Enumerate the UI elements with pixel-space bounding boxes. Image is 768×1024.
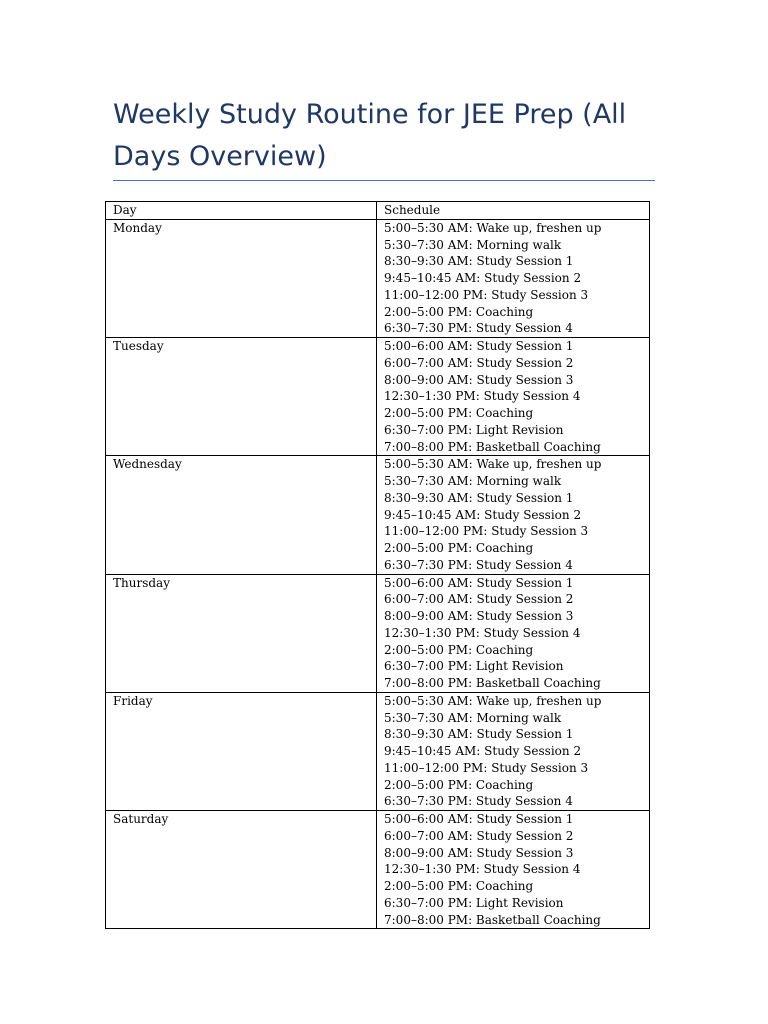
- table-row: [106, 811, 650, 929]
- schedule-cell: [377, 811, 650, 929]
- schedule-entry: 9:45–10:45 AM: Study Session 2: [384, 744, 582, 758]
- schedule-cell: [377, 692, 650, 810]
- schedule-entry: 12:30–1:30 PM: Study Session 4: [384, 389, 581, 404]
- schedule-entry: 8:30–9:30 AM: Study Session 1: [384, 727, 574, 742]
- schedule-entry: 8:00–9:00 AM: Study Session 3: [384, 609, 574, 623]
- table-row: [106, 219, 650, 337]
- schedule-entry: 6:00–7:00 AM: Study Session 2: [384, 355, 574, 370]
- day-cell: Tuesday: [106, 338, 377, 456]
- schedule-entry: 8:30–9:30 AM: Study Session 1: [384, 254, 574, 269]
- schedule-entry: 8:00–9:00 AM: Study Session 3: [384, 372, 574, 387]
- title-divider: [113, 180, 655, 181]
- schedule-table-body: [106, 219, 650, 929]
- schedule-entry: 6:30–7:00 PM: Light Revision: [384, 422, 564, 437]
- schedule-entry: 7:00–8:00 PM: Basketball Coaching: [384, 912, 601, 927]
- schedule-entry: 2:00–5:00 PM: Coaching: [384, 642, 534, 657]
- schedule-entry: 5:30–7:30 AM: Morning walk: [384, 237, 562, 252]
- page-title: Weekly Study Routine for JEE Prep (All Days Overview): [113, 99, 627, 172]
- column-header-day: Day: [106, 202, 377, 220]
- schedule-entry: 6:30–7:00 PM: Light Revision: [384, 659, 564, 674]
- schedule-entry: 2:00–5:00 PM: Coaching: [384, 304, 534, 319]
- schedule-entry: 12:30–1:30 PM: Study Session 4: [384, 862, 581, 877]
- schedule-entry: 2:00–5:00 PM: Coaching: [384, 777, 534, 792]
- day-cell: Monday: [106, 219, 377, 337]
- schedule-entry: 11:00–12:00 PM: Study Session 3: [384, 524, 589, 539]
- schedule-entry: 9:45–10:45 AM: Study Session 2: [384, 271, 582, 285]
- schedule-entry: 8:30–9:30 AM: Study Session 1: [384, 490, 574, 505]
- column-header-schedule: Schedule: [377, 202, 650, 220]
- day-cell: Thursday: [106, 574, 377, 692]
- schedule-entry: 5:00–6:00 AM: Study Session 1: [384, 575, 574, 590]
- schedule-entry: 5:00–5:30 AM: Wake up, freshen up: [384, 457, 602, 472]
- schedule-entry: 2:00–5:00 PM: Coaching: [384, 879, 534, 893]
- table-row: [106, 574, 650, 692]
- day-cell: Wednesday: [106, 456, 377, 574]
- schedule-entry: 6:00–7:00 AM: Study Session 2: [384, 592, 574, 607]
- schedule-cell: [377, 456, 650, 574]
- schedule-entry: 5:30–7:30 AM: Morning walk: [384, 474, 562, 488]
- schedule-entry: 11:00–12:00 PM: Study Session 3: [384, 287, 589, 302]
- schedule-entry: 5:00–6:00 AM: Study Session 1: [384, 339, 574, 353]
- schedule-entry: 5:00–5:30 AM: Wake up, freshen up: [384, 220, 602, 235]
- schedule-cell: [377, 574, 650, 692]
- schedule-entry: 5:00–5:30 AM: Wake up, freshen up: [384, 693, 602, 708]
- schedule-entry: 2:00–5:00 PM: Coaching: [384, 406, 534, 420]
- schedule-entry: 6:30–7:00 PM: Light Revision: [384, 895, 564, 910]
- schedule-cell: [377, 338, 650, 456]
- schedule-entry: 12:30–1:30 PM: Study Session 4: [384, 625, 581, 640]
- schedule-entry: 11:00–12:00 PM: Study Session 3: [384, 760, 589, 775]
- schedule-entry: 6:00–7:00 AM: Study Session 2: [384, 828, 574, 843]
- table-row: [106, 692, 650, 810]
- schedule-entry: 9:45–10:45 AM: Study Session 2: [384, 507, 582, 522]
- table-header-row: [106, 202, 650, 220]
- schedule-table: [105, 201, 650, 929]
- schedule-cell: [377, 219, 650, 337]
- schedule-entry: 6:30–7:30 PM: Study Session 4: [384, 557, 573, 572]
- schedule-entry: 8:00–9:00 AM: Study Session 3: [384, 845, 574, 860]
- day-cell: Friday: [106, 692, 377, 810]
- schedule-entry: 7:00–8:00 PM: Basketball Coaching: [384, 676, 601, 690]
- schedule-entry: 5:30–7:30 AM: Morning walk: [384, 710, 562, 725]
- day-cell: Saturday: [106, 811, 377, 929]
- table-row: [106, 456, 650, 574]
- schedule-entry: 2:00–5:00 PM: Coaching: [384, 541, 534, 555]
- table-row: [106, 338, 650, 456]
- schedule-entry: 7:00–8:00 PM: Basketball Coaching: [384, 439, 601, 454]
- schedule-entry: 6:30–7:30 PM: Study Session 4: [384, 321, 573, 336]
- schedule-entry: 5:00–6:00 AM: Study Session 1: [384, 812, 574, 826]
- schedule-entry: 6:30–7:30 PM: Study Session 4: [384, 794, 573, 809]
